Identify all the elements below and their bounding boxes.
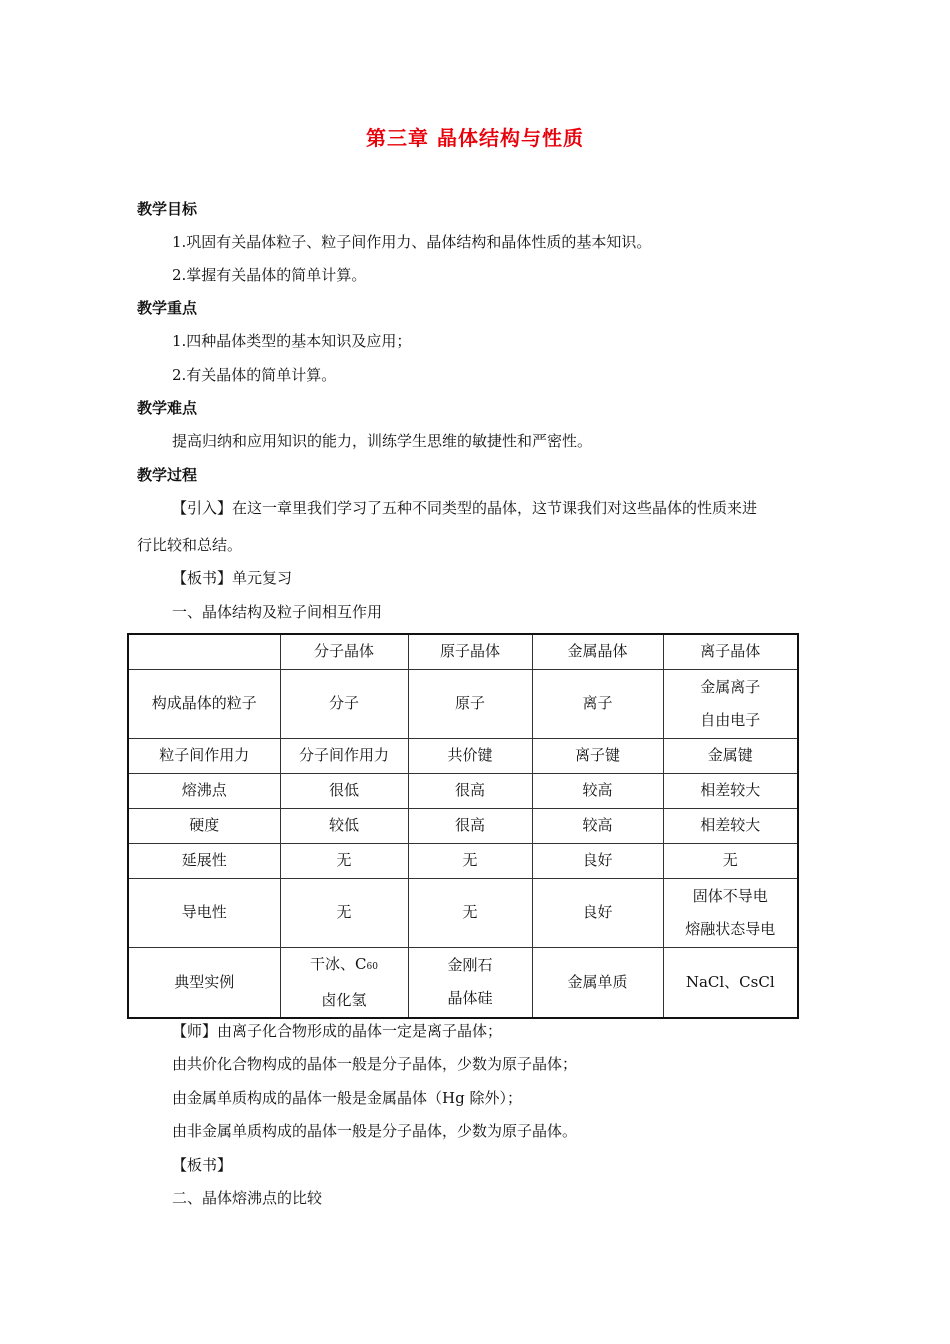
board-heading-1: 【板书】单元复习 — [172, 569, 293, 587]
table-cell: 固体不导电 熔融状态导电 — [663, 878, 798, 947]
table-cell: 无 — [280, 843, 408, 878]
table-row — [128, 738, 798, 773]
table-cell: 原子 — [408, 669, 532, 738]
objective-1: 1.巩固有关晶体粒子、粒子间作用力、晶体结构和晶体性质的基本知识。 — [172, 233, 652, 251]
table-cell: 金属键 — [663, 738, 798, 773]
table-row — [128, 773, 798, 808]
row-label: 熔沸点 — [128, 773, 280, 808]
table-cell: 金刚石 晶体硅 — [408, 947, 532, 1018]
table-cell: 很高 — [408, 773, 532, 808]
table-cell: 共价键 — [408, 738, 532, 773]
table-cell: 良好 — [532, 843, 663, 878]
crystal-comparison-table — [127, 633, 799, 1019]
objectives-heading: 教学目标 — [137, 200, 198, 218]
table-header-row — [128, 634, 798, 669]
table-cell: 无 — [280, 878, 408, 947]
key-point-2: 2.有关晶体的简单计算。 — [172, 366, 337, 384]
row-label: 导电性 — [128, 878, 280, 947]
table-cell: 金属离子 自由电子 — [663, 669, 798, 738]
table-cell: 较高 — [532, 773, 663, 808]
table-cell: 较低 — [280, 808, 408, 843]
difficulty-text: 提高归纳和应用知识的能力，训练学生思维的敏捷性和严密性。 — [172, 432, 593, 450]
table-cell: 无 — [663, 843, 798, 878]
table-cell: 较高 — [532, 808, 663, 843]
row-label: 硬度 — [128, 808, 280, 843]
table-row — [128, 947, 798, 1018]
row-label: 典型实例 — [128, 947, 280, 1018]
table-cell: 干冰、C60 卤化氢 — [280, 947, 408, 1018]
process-heading: 教学过程 — [137, 466, 198, 484]
table-header-cell: 分子晶体 — [280, 634, 408, 669]
table-row — [128, 843, 798, 878]
row-label: 延展性 — [128, 843, 280, 878]
table-cell: 良好 — [532, 878, 663, 947]
table-cell: 很高 — [408, 808, 532, 843]
table-row — [128, 878, 798, 947]
table-cell: 很低 — [280, 773, 408, 808]
intro-line-1: 【引入】在这一章里我们学习了五种不同类型的晶体，这节课我们对这些晶体的性质来进 — [172, 499, 758, 517]
row-label: 粒子间作用力 — [128, 738, 280, 773]
table-cell: 无 — [408, 878, 532, 947]
dry-ice-example: 干冰、C60 — [310, 954, 378, 973]
table-cell: NaCl、CsCl — [663, 947, 798, 1018]
key-points-heading: 教学重点 — [137, 299, 198, 317]
teacher-note-2: 由共价化合物构成的晶体一般是分子晶体，少数为原子晶体； — [172, 1055, 578, 1073]
table-cell: 相差较大 — [663, 773, 798, 808]
key-point-1: 1.四种晶体类型的基本知识及应用； — [172, 332, 412, 350]
table-cell: 分子间作用力 — [280, 738, 408, 773]
teacher-note-1: 【师】由离子化合物形成的晶体一定是离子晶体； — [172, 1022, 503, 1040]
teacher-note-3: 由金属单质构成的晶体一般是金属晶体（Hg 除外）； — [172, 1089, 522, 1107]
subsection-2: 二、晶体熔沸点的比较 — [172, 1189, 323, 1207]
table-row — [128, 669, 798, 738]
table-header-cell: 离子晶体 — [663, 634, 798, 669]
table-cell: 相差较大 — [663, 808, 798, 843]
table-header-cell: 原子晶体 — [408, 634, 532, 669]
page-title: 第三章 晶体结构与性质 — [366, 126, 584, 150]
row-label: 构成晶体的粒子 — [128, 669, 280, 738]
table-cell: 无 — [408, 843, 532, 878]
board-heading-2: 【板书】 — [172, 1156, 233, 1174]
difficulty-heading: 教学难点 — [137, 399, 198, 417]
table-cell: 分子 — [280, 669, 408, 738]
table-cell: 离子 — [532, 669, 663, 738]
intro-line-2: 行比较和总结。 — [137, 536, 243, 554]
table-cell: 离子键 — [532, 738, 663, 773]
table-header-cell: 金属晶体 — [532, 634, 663, 669]
teacher-note-4: 由非金属单质构成的晶体一般是分子晶体，少数为原子晶体。 — [172, 1122, 578, 1140]
table-cell: 金属单质 — [532, 947, 663, 1018]
table-header-cell — [128, 634, 280, 669]
table-row — [128, 808, 798, 843]
subsection-1: 一、晶体结构及粒子间相互作用 — [172, 603, 383, 621]
objective-2: 2.掌握有关晶体的简单计算。 — [172, 266, 367, 284]
